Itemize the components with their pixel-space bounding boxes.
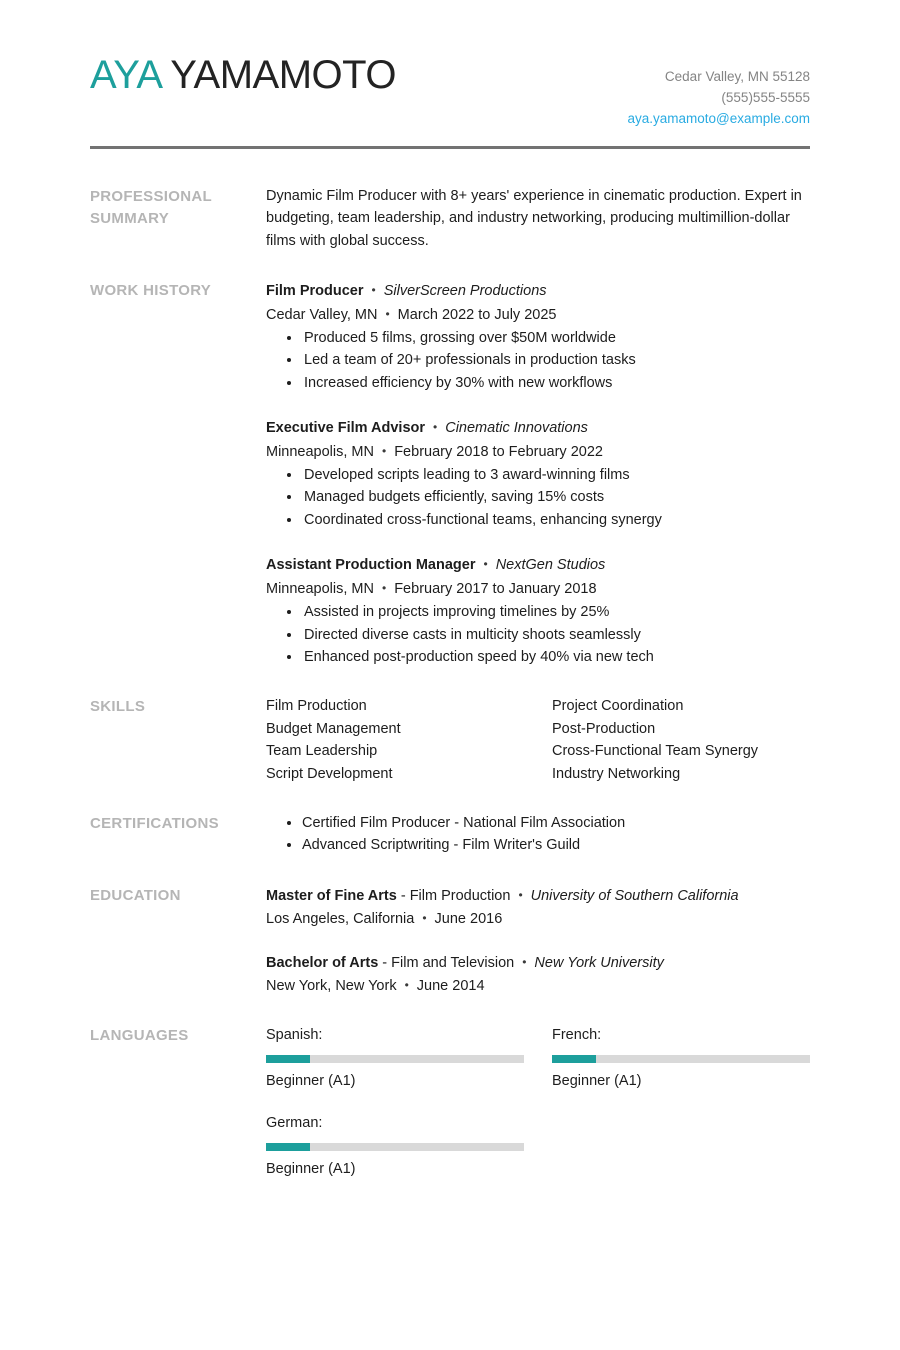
last-name: YAMAMOTO xyxy=(170,53,396,97)
job-location: Minneapolis, MN xyxy=(266,443,374,460)
section-label-languages: LANGUAGES xyxy=(90,1027,189,1045)
contact-phone: (555)555-5555 xyxy=(721,90,810,105)
degree-title-line xyxy=(266,884,810,907)
skills-content xyxy=(266,695,810,785)
certification-item: • Certified Film Producer - National Film Association xyxy=(302,812,810,834)
dot-separator: • xyxy=(433,420,438,435)
degree-date: June 2016 xyxy=(434,911,503,928)
language-progress-bar xyxy=(266,1055,524,1063)
languages-grid xyxy=(266,1024,810,1180)
degree-entry xyxy=(266,884,810,931)
language-item-german xyxy=(266,1112,524,1180)
degree-name: Master of Fine Arts xyxy=(266,887,397,904)
job-company: SilverScreen Productions xyxy=(383,283,547,300)
job-title: Executive Film Advisor xyxy=(266,420,426,437)
dot-separator: • xyxy=(422,911,427,926)
job-company: Cinematic Innovations xyxy=(445,420,588,437)
job-bullet: • Assisted in projects improving timelines by 25% xyxy=(302,601,810,623)
job-bullet: • Coordinated cross-functional teams, enhancing synergy xyxy=(302,509,810,531)
section-label-skills: SKILLS xyxy=(90,698,146,716)
skill-item: Cross-Functional Team Synergy xyxy=(552,743,759,760)
certifications-content xyxy=(266,812,810,857)
job-entry xyxy=(266,279,810,394)
degree-hyphen: - xyxy=(400,887,406,904)
language-level: Beginner (A1) xyxy=(266,1072,356,1089)
job-title: Assistant Production Manager xyxy=(266,557,476,574)
skills-grid xyxy=(266,695,810,785)
job-bullet: • Produced 5 films, grossing over $50M worldwide xyxy=(302,327,810,349)
section-label-work-history: WORK HISTORY xyxy=(90,282,212,300)
section-work-history xyxy=(90,279,810,668)
person-name xyxy=(90,54,396,96)
contact-email-link[interactable]: aya.yamamoto@example.com xyxy=(627,111,810,126)
job-entry xyxy=(266,416,810,531)
degree-school: New York University xyxy=(534,954,664,971)
language-name: Spanish: xyxy=(266,1027,323,1044)
degree-title-line xyxy=(266,951,810,974)
job-bullet: • Increased efficiency by 30% with new workflows xyxy=(302,372,810,394)
degree-meta-line xyxy=(266,974,810,997)
job-bullet: • Developed scripts leading to 3 award-winning films xyxy=(302,464,810,486)
contact-info xyxy=(627,66,810,129)
dot-separator: • xyxy=(382,443,387,458)
language-progress-bar xyxy=(266,1143,524,1151)
first-name: AYA xyxy=(90,53,161,97)
dot-separator: • xyxy=(385,306,390,321)
language-progress-fill xyxy=(266,1055,310,1063)
job-bullet-list xyxy=(266,601,810,668)
job-bullet-list xyxy=(266,327,810,394)
skill-item: Project Coordination xyxy=(552,698,684,715)
language-item-french xyxy=(552,1024,810,1092)
dot-separator: • xyxy=(382,580,387,595)
job-location: Minneapolis, MN xyxy=(266,580,374,597)
degree-meta-line xyxy=(266,907,810,930)
header-divider xyxy=(90,146,810,149)
dot-separator: • xyxy=(522,954,527,969)
section-education xyxy=(90,884,810,998)
skill-item: Post-Production xyxy=(552,720,656,737)
language-name: German: xyxy=(266,1115,323,1132)
degree-field: Film and Television xyxy=(391,954,515,971)
language-level: Beginner (A1) xyxy=(552,1072,642,1089)
job-title: Film Producer xyxy=(266,283,364,300)
skills-column-2 xyxy=(552,695,810,785)
certification-item: • Advanced Scriptwriting - Film Writer's Guild xyxy=(302,834,810,856)
job-entry xyxy=(266,553,810,668)
languages-content xyxy=(266,1024,810,1180)
job-bullet: • Managed budgets efficiently, saving 15% costs xyxy=(302,486,810,508)
section-label-education: EDUCATION xyxy=(90,886,181,904)
language-progress-fill xyxy=(266,1143,310,1151)
job-company: NextGen Studios xyxy=(495,557,606,574)
degree-field: Film Production xyxy=(409,887,511,904)
job-title-line xyxy=(266,279,810,302)
language-progress-fill xyxy=(552,1055,596,1063)
section-languages xyxy=(90,1024,810,1180)
job-bullet: • Enhanced post-production speed by 40% via new tech xyxy=(302,646,810,668)
section-certifications xyxy=(90,812,810,857)
job-meta-line xyxy=(266,303,810,326)
language-progress-bar xyxy=(552,1055,810,1063)
job-bullet: • Led a team of 20+ professionals in production tasks xyxy=(302,349,810,371)
resume-header xyxy=(90,54,810,129)
language-name: French: xyxy=(552,1027,602,1044)
job-meta-line xyxy=(266,440,810,463)
dot-separator: • xyxy=(371,283,376,298)
section-professional-summary xyxy=(90,185,810,252)
job-title-line xyxy=(266,553,810,576)
job-dates: February 2018 to February 2022 xyxy=(394,443,603,460)
skill-item: Budget Management xyxy=(266,720,401,737)
degree-date: June 2014 xyxy=(416,977,485,994)
job-meta-line xyxy=(266,577,810,600)
job-location: Cedar Valley, MN xyxy=(266,306,378,323)
section-skills xyxy=(90,695,810,785)
dot-separator: • xyxy=(404,977,409,992)
skill-item: Team Leadership xyxy=(266,743,378,760)
job-bullet-list xyxy=(266,464,810,531)
job-dates: February 2017 to January 2018 xyxy=(394,580,597,597)
summary-content xyxy=(266,185,810,252)
skill-item: Script Development xyxy=(266,765,393,782)
job-bullet: • Directed diverse casts in multicity shoots seamlessly xyxy=(302,624,810,646)
language-item-spanish xyxy=(266,1024,524,1092)
degree-hyphen: - xyxy=(382,954,388,971)
work-history-content xyxy=(266,279,810,668)
job-dates: March 2022 to July 2025 xyxy=(397,306,557,323)
degree-name: Bachelor of Arts xyxy=(266,954,379,971)
job-title-line xyxy=(266,416,810,439)
degree-school: University of Southern California xyxy=(530,887,739,904)
contact-location: Cedar Valley, MN 55128 xyxy=(664,69,810,84)
degree-location: Los Angeles, California xyxy=(266,911,415,928)
degree-location: New York, New York xyxy=(266,977,397,994)
dot-separator: • xyxy=(518,887,523,902)
section-label-certifications: CERTIFICATIONS xyxy=(90,814,219,832)
summary-text: Dynamic Film Producer with 8+ years' experience in cinematic production. Expert in budgeting, team leadership, and industry networking, producing multimillion-dollar films with global success. xyxy=(266,188,802,249)
skill-item: Film Production xyxy=(266,698,367,715)
education-content xyxy=(266,884,810,998)
skill-item: Industry Networking xyxy=(552,765,681,782)
degree-entry xyxy=(266,951,810,998)
section-label-summary: PROFESSIONAL SUMMARY xyxy=(90,188,212,227)
dot-separator: • xyxy=(483,557,488,572)
certification-list xyxy=(266,812,810,857)
skills-column-1 xyxy=(266,695,524,785)
language-level: Beginner (A1) xyxy=(266,1160,356,1177)
